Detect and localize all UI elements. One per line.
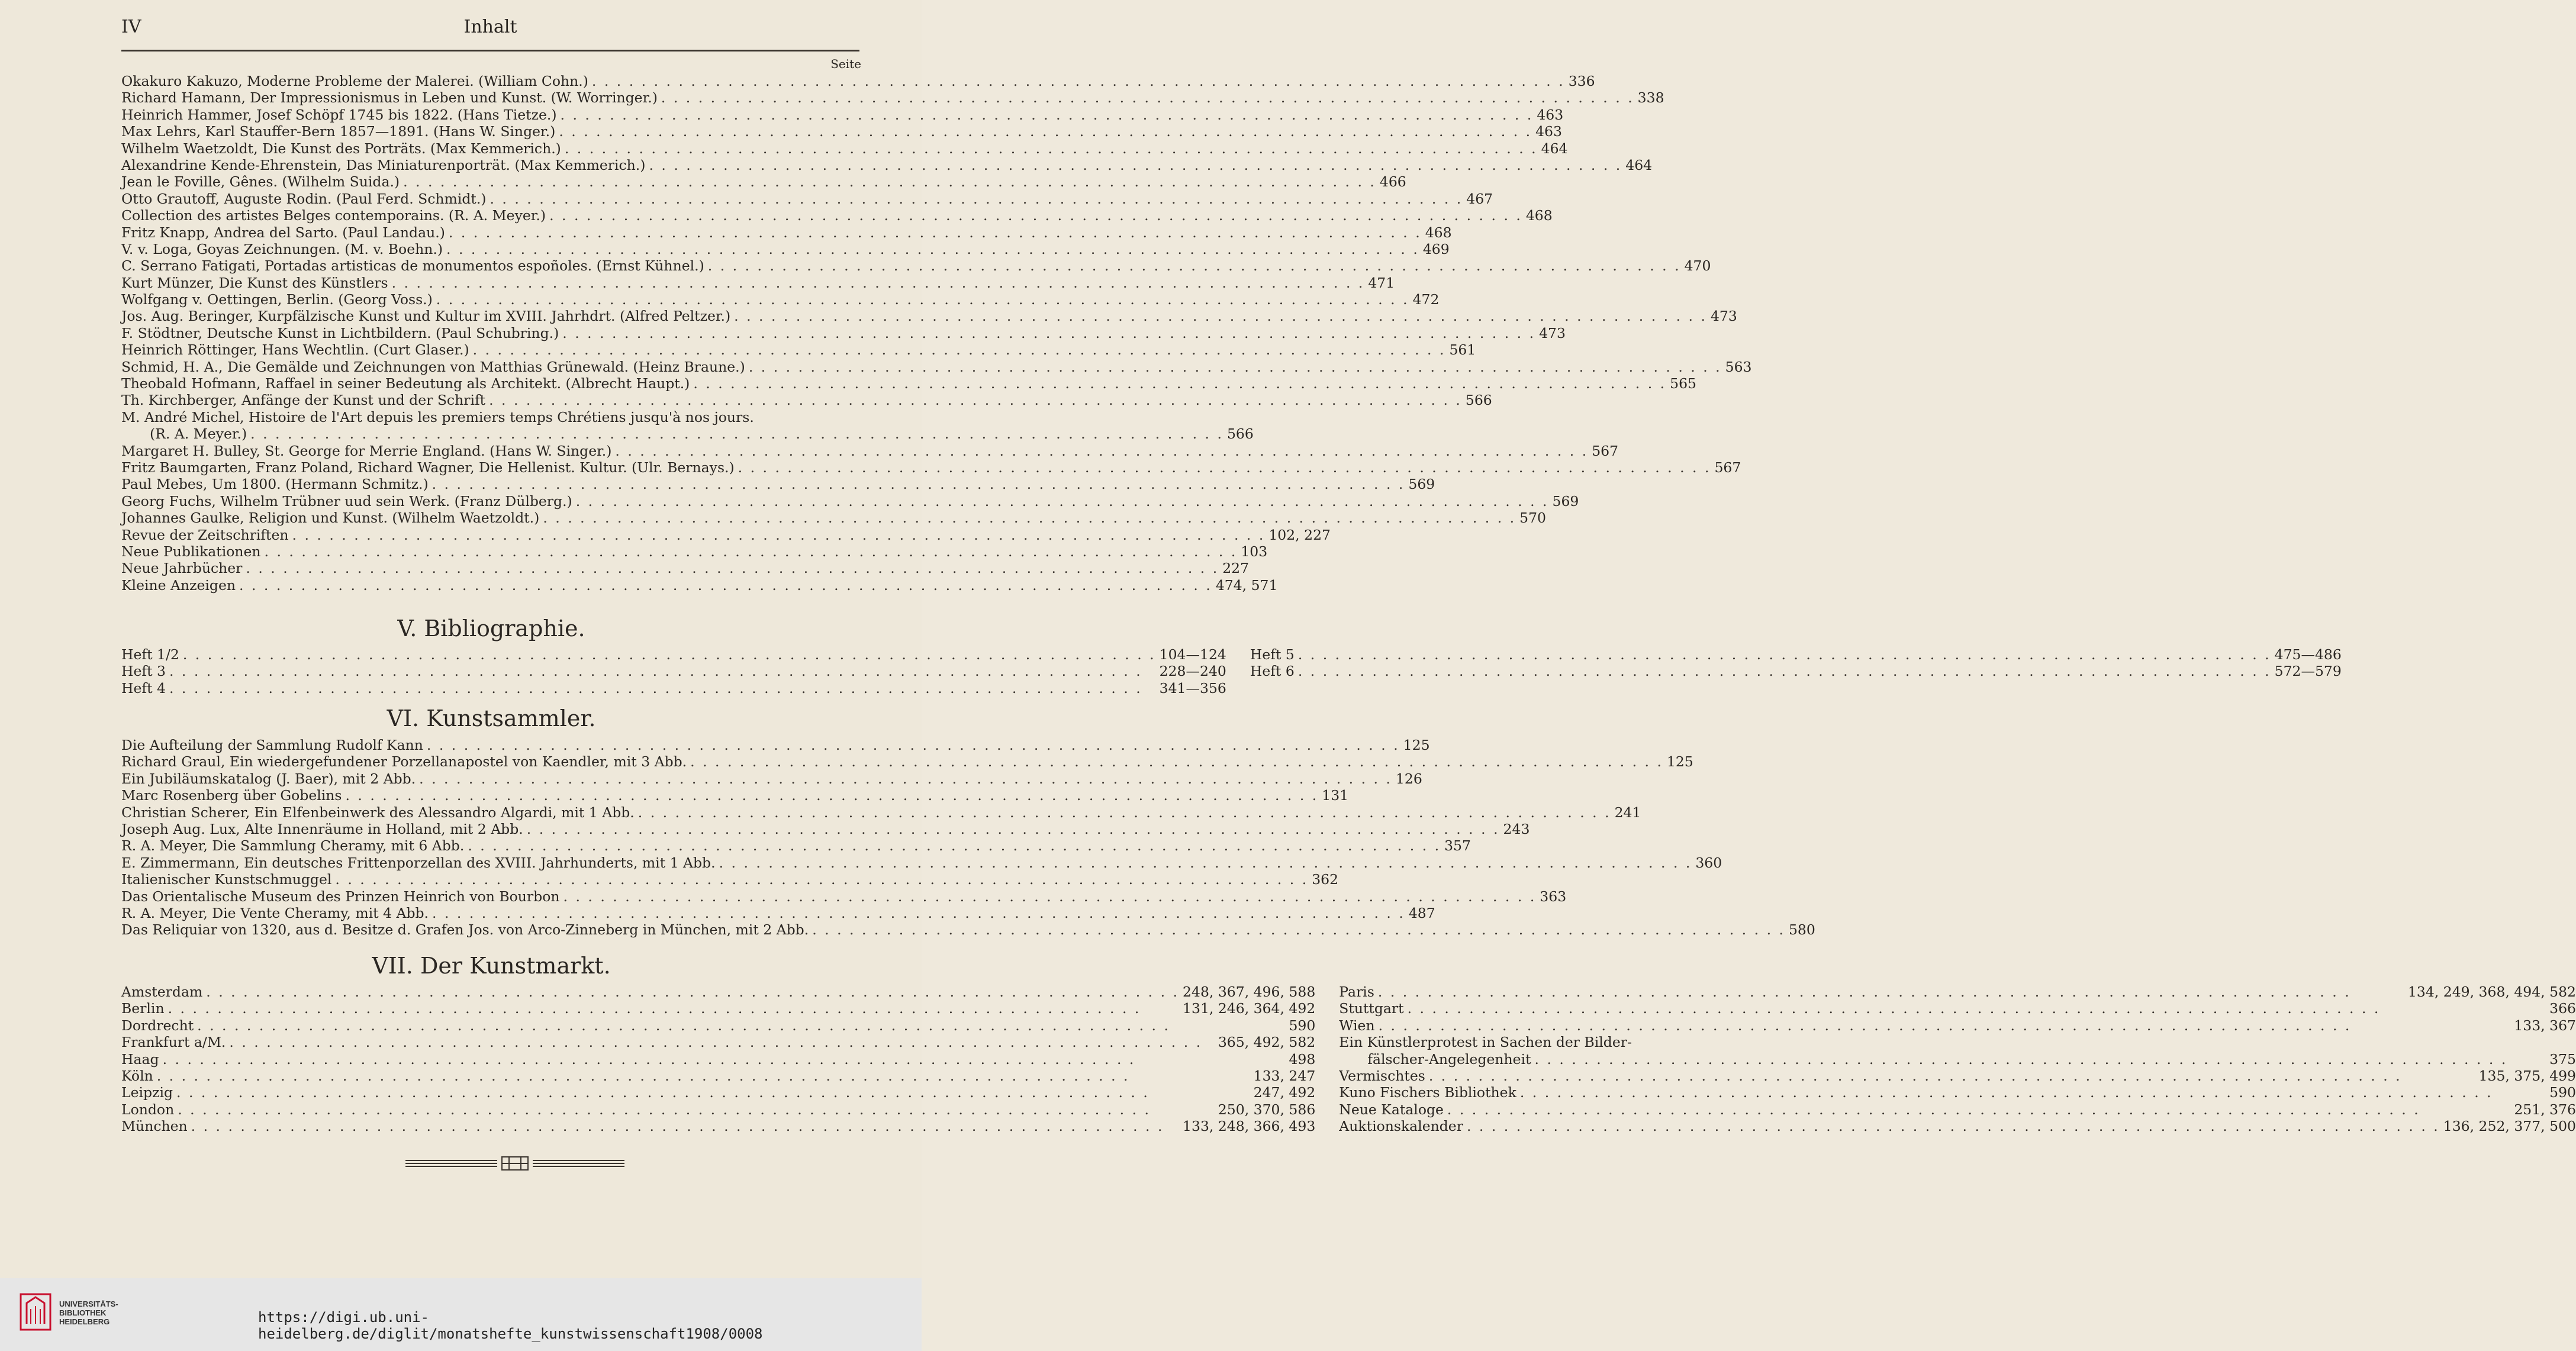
toc-entry (121, 984, 1315, 1000)
toc-entry (121, 375, 1696, 392)
entry-text: Alexandrine Kende-Ehrenstein, Das Miniaturenporträt. (Max Kemmerich.) (121, 156, 646, 173)
entry-page: 131 (1322, 787, 1349, 804)
toc-entry (121, 680, 1226, 697)
toc-entry (121, 646, 1226, 663)
entry-page: 572—579 (2274, 663, 2342, 680)
dot-leader (445, 224, 1425, 241)
dot-leader (645, 157, 1625, 173)
dot-leader (188, 1118, 1183, 1134)
section-title-bibliographie: V. Bibliographie. (397, 615, 585, 641)
toc-entry (121, 358, 1752, 375)
toc-entry (121, 804, 1641, 821)
entry-page: 375 (2549, 1050, 2576, 1068)
toc-entry (121, 291, 1440, 308)
dot-leader (572, 493, 1553, 510)
entry-page: 463 (1537, 106, 1564, 123)
dot-leader (611, 443, 1592, 459)
toc-entry (121, 663, 1226, 679)
dot-leader (1444, 1101, 2514, 1118)
toc-entry (121, 1017, 1315, 1034)
dot-leader (166, 663, 1160, 679)
dot-leader (557, 107, 1537, 123)
entry-page: 250, 370, 586 (1218, 1101, 1316, 1118)
entry-text: Kurt Münzer, Die Kunst des Künstlers (121, 274, 388, 291)
entry-page: 466 (1379, 173, 1406, 191)
entry-page: 472 (1412, 291, 1440, 308)
entry-text: Das Reliquiar von 1320, aus d. Besitze d. Grafen Jos. von Arco-Zinneberg in München, mit 2 Abb. (121, 921, 809, 939)
entry-page: 247, 492 (1253, 1084, 1316, 1101)
toc-entry (121, 904, 1435, 921)
dot-leader (247, 425, 1227, 442)
dot-leader (159, 1051, 1289, 1068)
toc-entry (121, 737, 1430, 753)
entry-page: 467 (1466, 190, 1493, 207)
entry-page: 463 (1535, 123, 1562, 140)
dot-leader (1404, 1000, 2550, 1017)
dot-leader (809, 921, 1789, 938)
toc-entry (121, 1068, 1315, 1084)
entry-text: V. v. Loga, Goyas Zeichnungen. (M. v. Boehn.) (121, 240, 443, 257)
entry-text: Heft 5 (1250, 646, 1295, 663)
toc-entry (121, 73, 1595, 89)
entry-page: 102, 227 (1268, 526, 1331, 543)
entry-page: 133, 367 (2514, 1017, 2576, 1034)
dot-leader (588, 73, 1569, 89)
entry-text: M. André Michel, Histoire de l'Art depuis les premiers temps Chrétiens jusqu'à nos jours. (121, 408, 754, 425)
entry-text: Neue Jahrbücher (121, 560, 243, 577)
entry-page: 561 (1449, 341, 1476, 359)
dot-leader (400, 173, 1380, 190)
toc-entry (121, 257, 1711, 275)
entry-text: Heinrich Röttinger, Hans Wechtlin. (Curt Glaser.) (121, 341, 469, 359)
toc-entry (121, 854, 1722, 871)
dot-leader (179, 646, 1160, 663)
dot-leader (635, 804, 1615, 821)
entry-page: 498 (1289, 1050, 1316, 1068)
toc-entry (121, 308, 1737, 325)
entry-text: Dordrecht (121, 1017, 194, 1034)
entry-page: 126 (1395, 770, 1422, 787)
toc-entry (121, 543, 1268, 560)
dot-leader (555, 123, 1535, 140)
entry-text: (R. A. Meyer.) (150, 425, 247, 443)
entry-page: 569 (1408, 476, 1435, 493)
entry-text: Johannes Gaulke, Religion und Kunst. (Wilhelm Waetzoldt.) (121, 510, 540, 527)
entry-page: 464 (1541, 140, 1568, 157)
section-title-kunstsammler: VI. Kunstsammler. (387, 705, 596, 731)
entry-page: 474, 571 (1215, 576, 1278, 594)
toc-entry (121, 1101, 1315, 1118)
dot-leader (730, 308, 1711, 324)
dot-leader (1295, 646, 2275, 663)
entry-text: Heft 4 (121, 679, 166, 697)
dot-leader (194, 1017, 1289, 1034)
toc-entry (121, 224, 1452, 241)
entry-text: Collection des artistes Belges contemporains. (R. A. Meyer.) (121, 207, 546, 224)
toc-entry (121, 476, 1435, 493)
toc-entry (1339, 1101, 2576, 1118)
kunstmarkt-left-column (121, 984, 1339, 1135)
toc-entry (121, 1118, 1315, 1134)
dot-leader (423, 737, 1403, 753)
toc-entry (121, 89, 1664, 107)
entry-page: 125 (1403, 737, 1430, 753)
dot-leader (687, 753, 1667, 770)
entry-text: Joseph Aug. Lux, Alte Innenräume in Holland, mit 2 Abb. (121, 820, 523, 837)
kunstmarkt-grid (121, 984, 2576, 1135)
entry-text: Th. Kirchberger, Anfänge der Kunst und der Schrift (121, 392, 486, 409)
dot-leader (166, 680, 1160, 697)
entry-text: Schmid, H. A., Die Gemälde und Zeichnungen von Matthias Grünewald. (Heinz Braune.) (121, 358, 745, 375)
section-title-kunstmarkt: VII. Der Kunstmarkt. (372, 953, 611, 979)
entry-page: 580 (1788, 921, 1815, 939)
entry-page: 133, 248, 366, 493 (1183, 1118, 1316, 1135)
page-number: IV (121, 17, 141, 37)
dot-leader (745, 359, 1725, 375)
dot-leader (716, 855, 1696, 871)
toc-entry (121, 106, 1564, 123)
entry-page: 134, 249, 368, 494, 582 (2407, 984, 2576, 1000)
entry-page: 241 (1614, 804, 1641, 821)
entry-text: Okakuro Kakuzo, Moderne Probleme der Malerei. (William Cohn.) (121, 73, 588, 89)
toc-entry (121, 1000, 1315, 1017)
entry-page: 590 (1289, 1017, 1316, 1034)
ornament-divider (402, 1155, 627, 1172)
page-header (121, 17, 859, 40)
entry-text: Wien (1339, 1017, 1375, 1034)
entry-page: 473 (1539, 324, 1566, 341)
toc-entry (121, 409, 861, 425)
entry-page: 567 (1714, 459, 1741, 476)
dot-leader (429, 476, 1409, 492)
toc-entry (1339, 1068, 2576, 1084)
entry-text: R. A. Meyer, Die Sammlung Cheramy, mit 6 Abb. (121, 837, 465, 855)
entry-page: 338 (1637, 89, 1664, 107)
toc-entry (121, 1034, 1315, 1050)
entry-page: 468 (1425, 224, 1452, 241)
seite-label: Seite (830, 57, 861, 71)
toc-entry (1339, 1017, 2576, 1034)
dot-leader (165, 1000, 1183, 1017)
dot-leader (173, 1084, 1254, 1101)
entry-text: Frankfurt a/M. (121, 1034, 226, 1051)
entry-text: Jean le Foville, Gênes. (Wilhelm Suida.) (121, 173, 400, 191)
entry-text: Marc Rosenberg über Gobelins (121, 787, 342, 804)
toc-entry (121, 274, 1395, 291)
bibliographie-right-column (1250, 646, 2342, 697)
entry-text: Max Lehrs, Karl Stauffer-Bern 1857—1891. (Hans W. Singer.) (121, 123, 556, 140)
toc-entries (121, 73, 1752, 594)
dot-leader (560, 888, 1540, 905)
toc-entry (121, 324, 1566, 341)
entry-page: 563 (1725, 358, 1752, 375)
dot-leader (261, 543, 1241, 560)
entry-page: 248, 367, 496, 588 (1183, 984, 1316, 1000)
entry-text: Kuno Fischers Bibliothek (1339, 1084, 1516, 1101)
entry-text: Das Orientalische Museum des Prinzen Heinrich von Bourbon (121, 888, 560, 905)
entry-text: Italienischer Kunstschmuggel (121, 871, 332, 888)
entry-page: 487 (1408, 904, 1435, 921)
dot-leader (1516, 1084, 2549, 1101)
toc-entry (121, 240, 1450, 257)
toc-entry (121, 837, 1471, 855)
toc-entry (121, 576, 1278, 594)
entry-text: fälscher-Angelegenheit (1367, 1050, 1531, 1068)
dot-leader (469, 341, 1450, 358)
entry-page: 470 (1684, 257, 1711, 275)
entry-page: 336 (1568, 73, 1595, 89)
library-name (59, 1300, 118, 1326)
entry-page: 366 (2549, 1000, 2576, 1017)
entry-text: Jos. Aug. Beringer, Kurpfälzische Kunst und Kultur im XVIII. Jahrhdrt. (Alfred Peltzer.) (121, 308, 731, 325)
dot-leader (539, 510, 1519, 526)
entry-text: Fritz Baumgarten, Franz Poland, Richard Wagner, Die Hellenist. Kultur. (Ulr. Bernays.) (121, 459, 735, 476)
entry-text: Richard Graul, Ein wiedergefundener Porzellanapostel von Kaendler, mit 3 Abb. (121, 753, 687, 770)
entry-text: Heft 6 (1250, 663, 1295, 680)
entry-page: 251, 376 (2514, 1101, 2576, 1118)
toc-entry (121, 871, 1339, 888)
entry-page: 569 (1552, 492, 1579, 510)
entry-text: Vermischtes (1339, 1067, 1425, 1084)
dot-leader (174, 1101, 1218, 1118)
entry-page: 243 (1503, 820, 1530, 837)
dot-leader (153, 1068, 1254, 1084)
dot-leader (1531, 1051, 2550, 1068)
entry-page: 464 (1625, 156, 1653, 173)
entry-page: 590 (2549, 1084, 2576, 1101)
entry-text: München (121, 1118, 188, 1135)
toc-entry (121, 1084, 1315, 1101)
dot-leader (658, 89, 1638, 106)
dot-leader (433, 291, 1413, 308)
entry-page: 363 (1540, 888, 1567, 905)
entry-page: 125 (1666, 753, 1693, 770)
toc-entry (121, 173, 1406, 191)
entry-text: Amsterdam (121, 984, 203, 1000)
toc-entry (121, 207, 1553, 224)
source-url[interactable]: https://digi.ub.uni-heidelberg.de/diglit/monatshefte_kunstwissenschaft1908/0008 (258, 1309, 763, 1342)
dot-leader (1375, 1017, 2514, 1034)
toc-entry (1339, 984, 2576, 1000)
entry-text: Auktionskalender (1339, 1118, 1463, 1135)
dot-leader (388, 275, 1368, 291)
entry-text: E. Zimmermann, Ein deutsches Frittenporzellan des XVIII. Jahrhunderts, mit 1 Abb. (121, 854, 716, 871)
entry-text: C. Serrano Fatigati, Portadas artisticas de monumentos espoñoles. (Ernst Kühnel.) (121, 257, 704, 275)
entry-text: Paul Mebes, Um 1800. (Hermann Schmitz.) (121, 476, 429, 493)
toc-entry (121, 341, 1476, 359)
entry-page: 565 (1670, 375, 1696, 392)
dot-leader (416, 770, 1396, 787)
toc-entry (121, 156, 1653, 173)
entry-text: Köln (121, 1067, 153, 1084)
entry-page: 570 (1519, 510, 1546, 527)
entry-page: 227 (1222, 560, 1250, 577)
toc-entry (121, 1051, 1315, 1068)
kunstmarkt-right-column (1339, 984, 2576, 1135)
toc-entry (121, 459, 1741, 476)
toc-entry (121, 492, 1579, 510)
dot-leader (443, 241, 1423, 257)
entry-text: Leipzig (121, 1084, 173, 1101)
entry-page: 103 (1241, 543, 1268, 560)
dot-leader (242, 560, 1222, 576)
dot-leader (735, 459, 1715, 476)
toc-entry (121, 123, 1562, 140)
dot-leader (1425, 1068, 2479, 1084)
entry-page: 131, 246, 364, 492 (1183, 1000, 1316, 1017)
entry-text: Christian Scherer, Ein Elfenbeinwerk des Alessandro Algardi, mit 1 Abb. (121, 804, 635, 821)
entry-page: 471 (1368, 274, 1395, 291)
university-library-logo (18, 1291, 53, 1333)
entry-text: Berlin (121, 1000, 165, 1017)
dot-leader (429, 905, 1409, 921)
entry-text: Neue Kataloge (1339, 1101, 1444, 1118)
toc-entry (121, 770, 1422, 787)
entry-page: 360 (1695, 854, 1722, 871)
entry-text: Die Aufteilung der Sammlung Rudolf Kann (121, 737, 423, 753)
toc-entry (1339, 1000, 2576, 1017)
entry-page: 468 (1525, 207, 1553, 224)
dot-leader (331, 871, 1312, 888)
toc-entry (121, 560, 1250, 577)
entry-text: Wolfgang v. Oettingen, Berlin. (Georg Voss.) (121, 291, 433, 308)
toc-entry (121, 888, 1567, 905)
dot-leader (690, 375, 1670, 392)
header-rule (121, 50, 859, 51)
entry-page: 567 (1592, 442, 1619, 459)
entry-page: 104—124 (1159, 646, 1226, 663)
toc-entry (1250, 646, 2342, 663)
dot-leader (342, 787, 1322, 804)
entry-text: Ein Künstlerprotest in Sachen der Bilder- (1339, 1034, 1632, 1051)
dot-leader (486, 191, 1466, 207)
entry-text: Fritz Knapp, Andrea del Sarto. (Paul Landau.) (121, 224, 445, 241)
dot-leader (1295, 663, 2275, 679)
dot-leader (559, 325, 1539, 341)
library-name-line-2: BIBLIOTHEK (59, 1308, 107, 1317)
dot-leader (464, 837, 1444, 854)
library-name-line-3: HEIDELBERG (59, 1317, 110, 1326)
entry-text: Heft 1/2 (121, 646, 179, 663)
entry-text: Paris (1339, 984, 1374, 1000)
toc-entry (121, 140, 1568, 157)
page-title: Inhalt (463, 17, 517, 37)
dot-leader (704, 257, 1685, 274)
dot-leader (1463, 1118, 2443, 1134)
entry-text: Otto Grautoff, Auguste Rodin. (Paul Ferd. Schmidt.) (121, 190, 487, 207)
toc-entry (121, 921, 1815, 939)
entry-page: 228—240 (1159, 663, 1226, 680)
entry-text: Kleine Anzeigen (121, 576, 236, 594)
toc-entry (1250, 663, 2342, 679)
entry-page: 133, 247 (1253, 1067, 1316, 1084)
toc-entry (121, 526, 1331, 543)
dot-leader (236, 577, 1216, 594)
dot-leader (523, 821, 1503, 837)
entry-page: 135, 375, 499 (2478, 1067, 2576, 1084)
library-name-line-1: UNIVERSITÄTS- (59, 1300, 118, 1308)
entry-text: Ein Jubiläumskatalog (J. Baer), mit 2 Abb. (121, 770, 416, 787)
toc-entry (1339, 1051, 2576, 1068)
entry-text: Heft 3 (121, 663, 166, 680)
dot-leader (289, 527, 1269, 543)
toc-entry (121, 510, 1546, 527)
entry-page: 357 (1444, 837, 1471, 855)
entry-text: Heinrich Hammer, Josef Schöpf 1745 bis 1822. (Hans Tietze.) (121, 106, 557, 123)
entry-text: Haag (121, 1050, 159, 1068)
dot-leader (202, 984, 1183, 1000)
entry-text: London (121, 1101, 175, 1118)
entry-page: 341—356 (1159, 679, 1226, 697)
entry-page: 362 (1312, 871, 1339, 888)
entry-text: Neue Publikationen (121, 543, 261, 560)
toc-entry (1339, 1034, 2576, 1050)
entry-text: Wilhelm Waetzoldt, Die Kunst des Porträts. (Max Kemmerich.) (121, 140, 561, 157)
dot-leader (1374, 984, 2408, 1000)
toc-entry (121, 190, 1493, 207)
entry-text: Theobald Hofmann, Raffael in seiner Bedeutung als Architekt. (Albrecht Haupt.) (121, 375, 690, 392)
kunstsammler-entries (121, 737, 1815, 939)
dot-leader (485, 392, 1466, 408)
entry-page: 566 (1465, 392, 1492, 409)
entry-text: Stuttgart (1339, 1000, 1404, 1017)
footer-bar (0, 1278, 922, 1351)
dot-leader (226, 1034, 1218, 1050)
bibliographie-left-column (121, 646, 1250, 697)
dot-leader (546, 207, 1526, 224)
entry-page: 566 (1226, 425, 1254, 443)
entry-page: 365, 492, 582 (1218, 1034, 1316, 1051)
toc-entry (121, 820, 1530, 837)
toc-entry (121, 787, 1349, 804)
toc-entry (121, 392, 1492, 409)
toc-entry (1339, 1118, 2576, 1134)
entry-text: Georg Fuchs, Wilhelm Trübner uud sein Werk. (Franz Dülberg.) (121, 492, 572, 510)
toc-entry (121, 753, 1693, 770)
entry-text: Revue der Zeitschriften (121, 526, 289, 543)
entry-text: R. A. Meyer, Die Vente Cheramy, mit 4 Abb. (121, 904, 429, 921)
entry-page: 475—486 (2274, 646, 2342, 663)
toc-entry (1339, 1084, 2576, 1101)
entry-page: 469 (1422, 240, 1450, 257)
entry-page: 136, 252, 377, 500 (2443, 1118, 2576, 1135)
toc-entry (121, 425, 1254, 443)
entry-text: Richard Hamann, Der Impressionismus in Leben und Kunst. (W. Worringer.) (121, 89, 658, 107)
entry-text: F. Stödtner, Deutsche Kunst in Lichtbildern. (Paul Schubring.) (121, 324, 559, 341)
entry-page: 473 (1710, 308, 1737, 325)
dot-leader (561, 140, 1541, 157)
toc-entry (121, 442, 1619, 459)
entry-text: Margaret H. Bulley, St. George for Merrie England. (Hans W. Singer.) (121, 442, 612, 459)
bibliographie-grid (121, 646, 2342, 697)
